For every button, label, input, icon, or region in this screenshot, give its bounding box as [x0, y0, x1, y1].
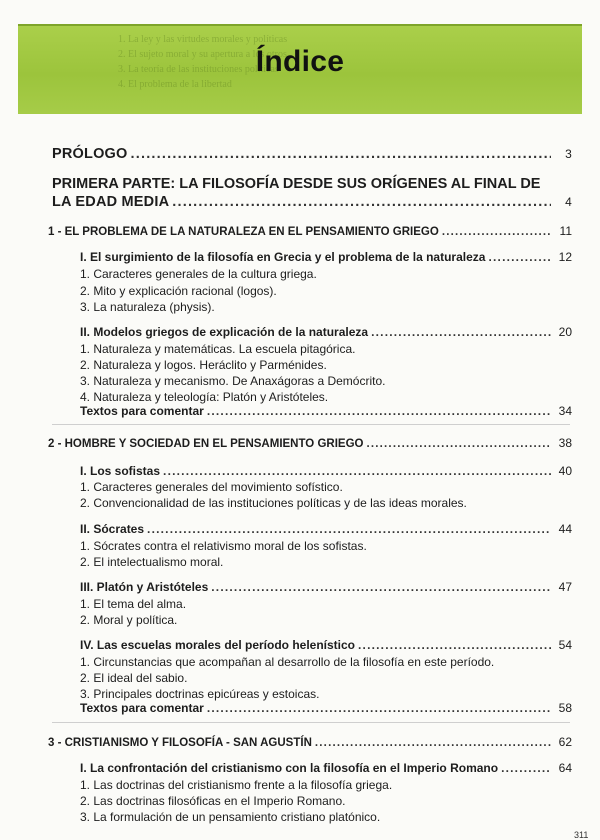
bleed-through-text: 1. La ley y las virtudes morales y políticas 2. El sujeto moral y su apertura a los otros 3. La teoría de las instituciones políticas 4. El problema de la libertad [118, 34, 288, 90]
chapter-label: 3 - CRISTIANISMO Y FILOSOFÍA - SAN AGUSTÍN [48, 737, 312, 749]
leader-dots [442, 226, 551, 238]
part-heading[interactable]: PRIMERA PARTE: LA FILOSOFÍA DESDE SUS ORÍGENES AL FINAL DE [52, 176, 541, 192]
chapter-label: 2 - HOMBRE Y SOCIEDAD EN EL PENSAMIENTO GRIEGO [48, 438, 364, 450]
divider [52, 424, 570, 425]
title-banner [18, 24, 582, 114]
section-label: IV. Las escuelas morales del período helenístico [80, 638, 356, 652]
chapter-2[interactable] [48, 436, 572, 450]
list-item: 1. Naturaleza y matemáticas. La escuela pitagórica. [80, 342, 356, 356]
chapter-1[interactable] [48, 224, 572, 238]
list-item: 3. Naturaleza y mecanismo. De Anaxágoras a Demócrito. [80, 374, 386, 388]
entry-label: Textos para comentar [80, 701, 204, 715]
list-item: 2. Mito y explicación racional (logos). [80, 284, 277, 298]
section-label: I. La confrontación del cristianismo con la filosofía en el Imperio Romano [80, 761, 499, 775]
page-number: 4 [565, 195, 572, 209]
page-number: 58 [558, 701, 572, 715]
leader-dots [207, 701, 551, 715]
list-item: 1. Circunstancias que acompañan al desarrollo de la filosofía en este período. [80, 655, 495, 669]
list-item: 1. Las doctrinas del cristianismo frente a la filosofía griega. [80, 778, 393, 792]
page-title: Índice [255, 45, 345, 78]
list-item: 3. Principales doctrinas epicúreas y estoicas. [80, 687, 320, 701]
section-2-4[interactable] [80, 638, 572, 652]
leader-dots [131, 146, 551, 162]
leader-dots [315, 737, 551, 749]
page-number: 3 [565, 147, 572, 161]
leader-dots [371, 325, 551, 339]
leader-dots [172, 194, 551, 210]
leader-dots [358, 638, 551, 652]
entry-label: Textos para comentar [80, 404, 204, 418]
list-item: 2. El ideal del sabio. [80, 671, 188, 685]
page-number: 64 [558, 761, 572, 775]
section-2-1[interactable] [80, 464, 572, 478]
section-label: II. Modelos griegos de explicación de la naturaleza [80, 325, 369, 339]
page-number: 54 [558, 638, 572, 652]
leader-dots [501, 761, 551, 775]
divider [52, 722, 570, 723]
section-label: I. Los sofistas [80, 464, 161, 478]
page-number: 44 [558, 522, 572, 536]
section-2-2[interactable] [80, 522, 572, 536]
section-1-1[interactable] [80, 250, 572, 264]
list-item: 1. El tema del alma. [80, 597, 187, 611]
page-number-fragment: 311 [574, 830, 589, 840]
leader-dots [207, 404, 551, 418]
page-number: 62 [558, 735, 572, 749]
leader-dots [211, 580, 551, 594]
page-number: 12 [558, 250, 572, 264]
page-number: 20 [558, 325, 572, 339]
list-item: 2. Convencionalidad de las instituciones políticas y de las ideas morales. [80, 496, 467, 510]
leader-dots [366, 438, 551, 450]
section-3-1[interactable] [80, 761, 572, 775]
list-item: 1. Caracteres generales del movimiento sofístico. [80, 480, 343, 494]
section-label: II. Sócrates [80, 522, 145, 536]
page-number: 38 [558, 436, 572, 450]
list-item: 4. Naturaleza y teleología: Platón y Aristóteles. [80, 390, 329, 404]
list-item: 2. El intelectualismo moral. [80, 555, 224, 569]
textos-para-comentar-1[interactable] [80, 404, 572, 418]
entry-label: PRÓLOGO [52, 146, 128, 162]
list-item: 1. Sócrates contra el relativismo moral de los sofistas. [80, 539, 367, 553]
leader-dots [147, 522, 551, 536]
leader-dots [488, 250, 551, 264]
list-item: 2. Naturaleza y logos. Heráclito y Parménides. [80, 358, 327, 372]
list-item: 2. Moral y política. [80, 613, 178, 627]
section-1-2[interactable] [80, 325, 572, 339]
page-number: 11 [559, 224, 572, 238]
list-item: 1. Caracteres generales de la cultura griega. [80, 267, 317, 281]
list-item: 3. La naturaleza (physis). [80, 300, 215, 314]
textos-para-comentar-2[interactable] [80, 701, 572, 715]
toc-entry-primera-parte[interactable] [52, 194, 572, 210]
page-number: 40 [558, 464, 572, 478]
page-number: 47 [558, 580, 572, 594]
list-item: 3. La formulación de un pensamiento cristiano platónico. [80, 810, 381, 824]
list-item: 2. Las doctrinas filosóficas en el Imperio Romano. [80, 794, 346, 808]
entry-label: LA EDAD MEDIA [52, 194, 170, 210]
chapter-label: 1 - EL PROBLEMA DE LA NATURALEZA EN EL PENSAMIENTO GRIEGO [48, 226, 439, 238]
leader-dots [163, 464, 551, 478]
section-2-3[interactable] [80, 580, 572, 594]
toc-entry-prologo[interactable] [52, 146, 572, 162]
page-number: 34 [558, 404, 572, 418]
chapter-3[interactable] [48, 735, 572, 749]
section-label: I. El surgimiento de la filosofía en Grecia y el problema de la naturaleza [80, 250, 486, 264]
section-label: III. Platón y Aristóteles [80, 580, 209, 594]
